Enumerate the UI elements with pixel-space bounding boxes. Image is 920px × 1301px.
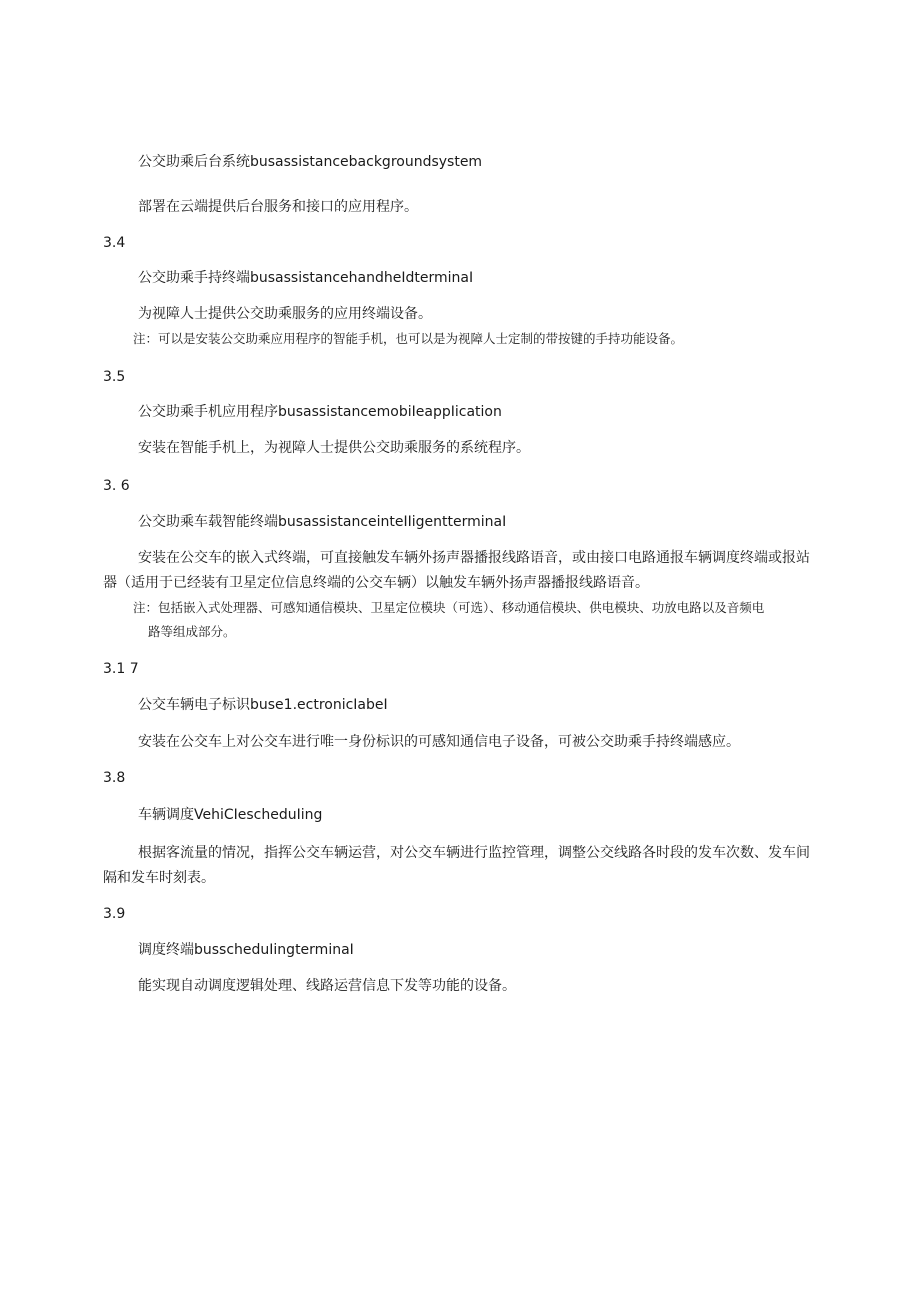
term-title: 调度终端busscheduIingterminaI <box>138 942 354 958</box>
term-title: 公交助乘手机应用程序busassistancemobiIeappIication <box>138 404 502 420</box>
section-number: 3.4 <box>103 235 126 251</box>
term-definition: 能实现自动调度逻辑处理、线路运营信息下发等功能的设备。 <box>138 978 516 994</box>
term-title: 车辆调度VehiCIescheduIing <box>138 807 323 823</box>
term-definition: 安装在智能手机上，为视障人士提供公交助乘服务的系统程序。 <box>138 440 530 456</box>
term-definition-line: 安装在公交车的嵌入式终端，可直接触发车辆外扬声器播报线路语音，或由接口电路通报车辆调度终端或报站 <box>138 550 810 566</box>
term-definition: 安装在公交车上对公交车进行唯一身份标识的可感知通信电子设备，可被公交助乘手持终端感应。 <box>138 734 740 750</box>
term-title: 公交助乘车载智能终端busassistanceinteIIigentterminaI <box>138 514 507 530</box>
section-number: 3.1 7 <box>103 661 139 677</box>
term-note: 注：可以是安装公交助乘应用程序的智能手机，也可以是为视障人士定制的带按键的手持功能设备。 <box>133 331 684 346</box>
term-title: 公交助乘手持终端busassistancehandheIdterminaI <box>138 270 474 286</box>
term-note-line: 路等组成部分。 <box>148 624 236 639</box>
section-number: 3.5 <box>103 369 126 385</box>
section-number: 3. 6 <box>103 478 130 494</box>
term-note-line: 注：包括嵌入式处理器、可感知通信模块、卫星定位模块（可选）、移动通信模块、供电模块、功放电路以及音频电 <box>133 600 765 615</box>
term-definition-line: 隔和发车时刻表。 <box>103 870 215 886</box>
term-definition-line: 器（适用于已经装有卫星定位信息终端的公交车辆）以触发车辆外扬声器播报线路语音。 <box>103 575 649 591</box>
term-definition: 为视障人士提供公交助乘服务的应用终端设备。 <box>138 306 432 322</box>
term-definition: 部署在云端提供后台服务和接口的应用程序。 <box>138 199 418 215</box>
section-number: 3.9 <box>103 906 126 922</box>
term-title: 公交车辆电子标识buse1.ectronicIabeI <box>138 697 388 713</box>
term-definition-line: 根据客流量的情况，指挥公交车辆运营，对公交车辆进行监控管理，调整公交线路各时段的发车次数、发车间 <box>138 845 810 861</box>
term-title: 公交助乘后台系统busassistancebackgroundsystem <box>138 154 483 170</box>
section-number: 3.8 <box>103 770 126 786</box>
